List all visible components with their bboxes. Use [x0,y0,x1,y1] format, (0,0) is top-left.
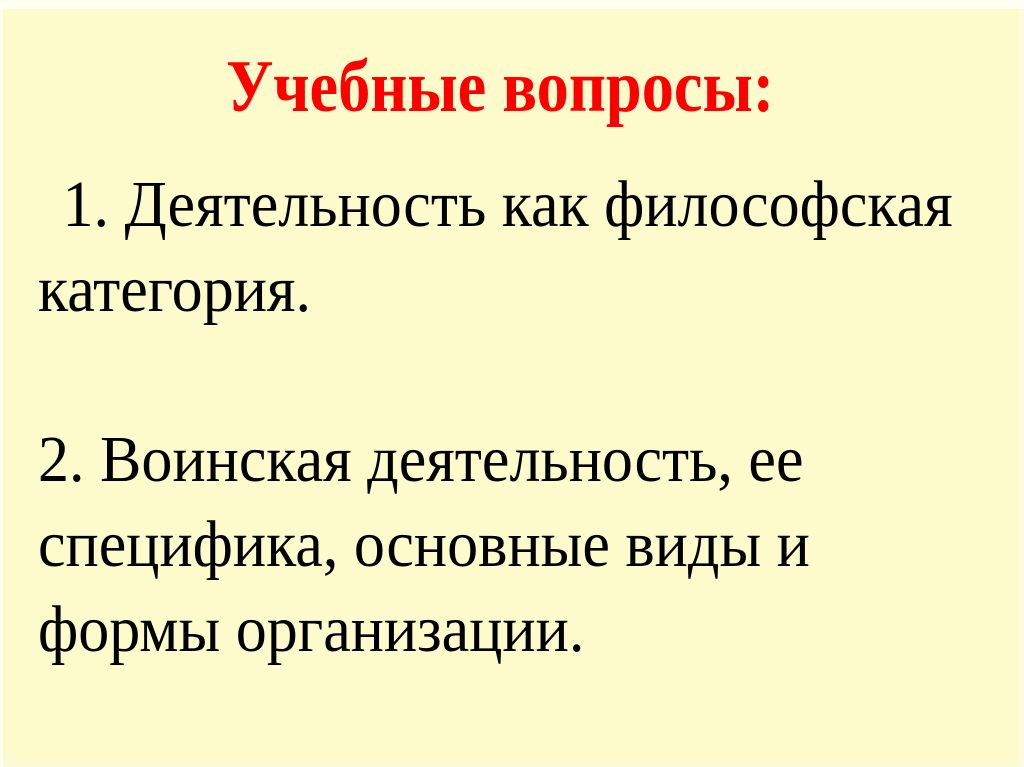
question-item-1 [38,162,964,332]
question-2-line-3: формы организации. [38,593,585,666]
question-1-line-2: категория. [38,253,311,326]
question-item-2 [38,417,964,672]
slide-title [0,46,1024,128]
slide-top-edge [0,0,1024,9]
question-2-line-1: 2. Воинская деятельность, ее [38,423,804,496]
questions-list [38,162,964,672]
question-1-line-1: 1. Деятельность как философская [62,168,953,241]
slide-bottom-edge [0,760,1024,767]
slide-title-text: Учебные вопросы: [225,46,775,128]
question-2-line-2: специфика, основные виды и [38,508,810,581]
